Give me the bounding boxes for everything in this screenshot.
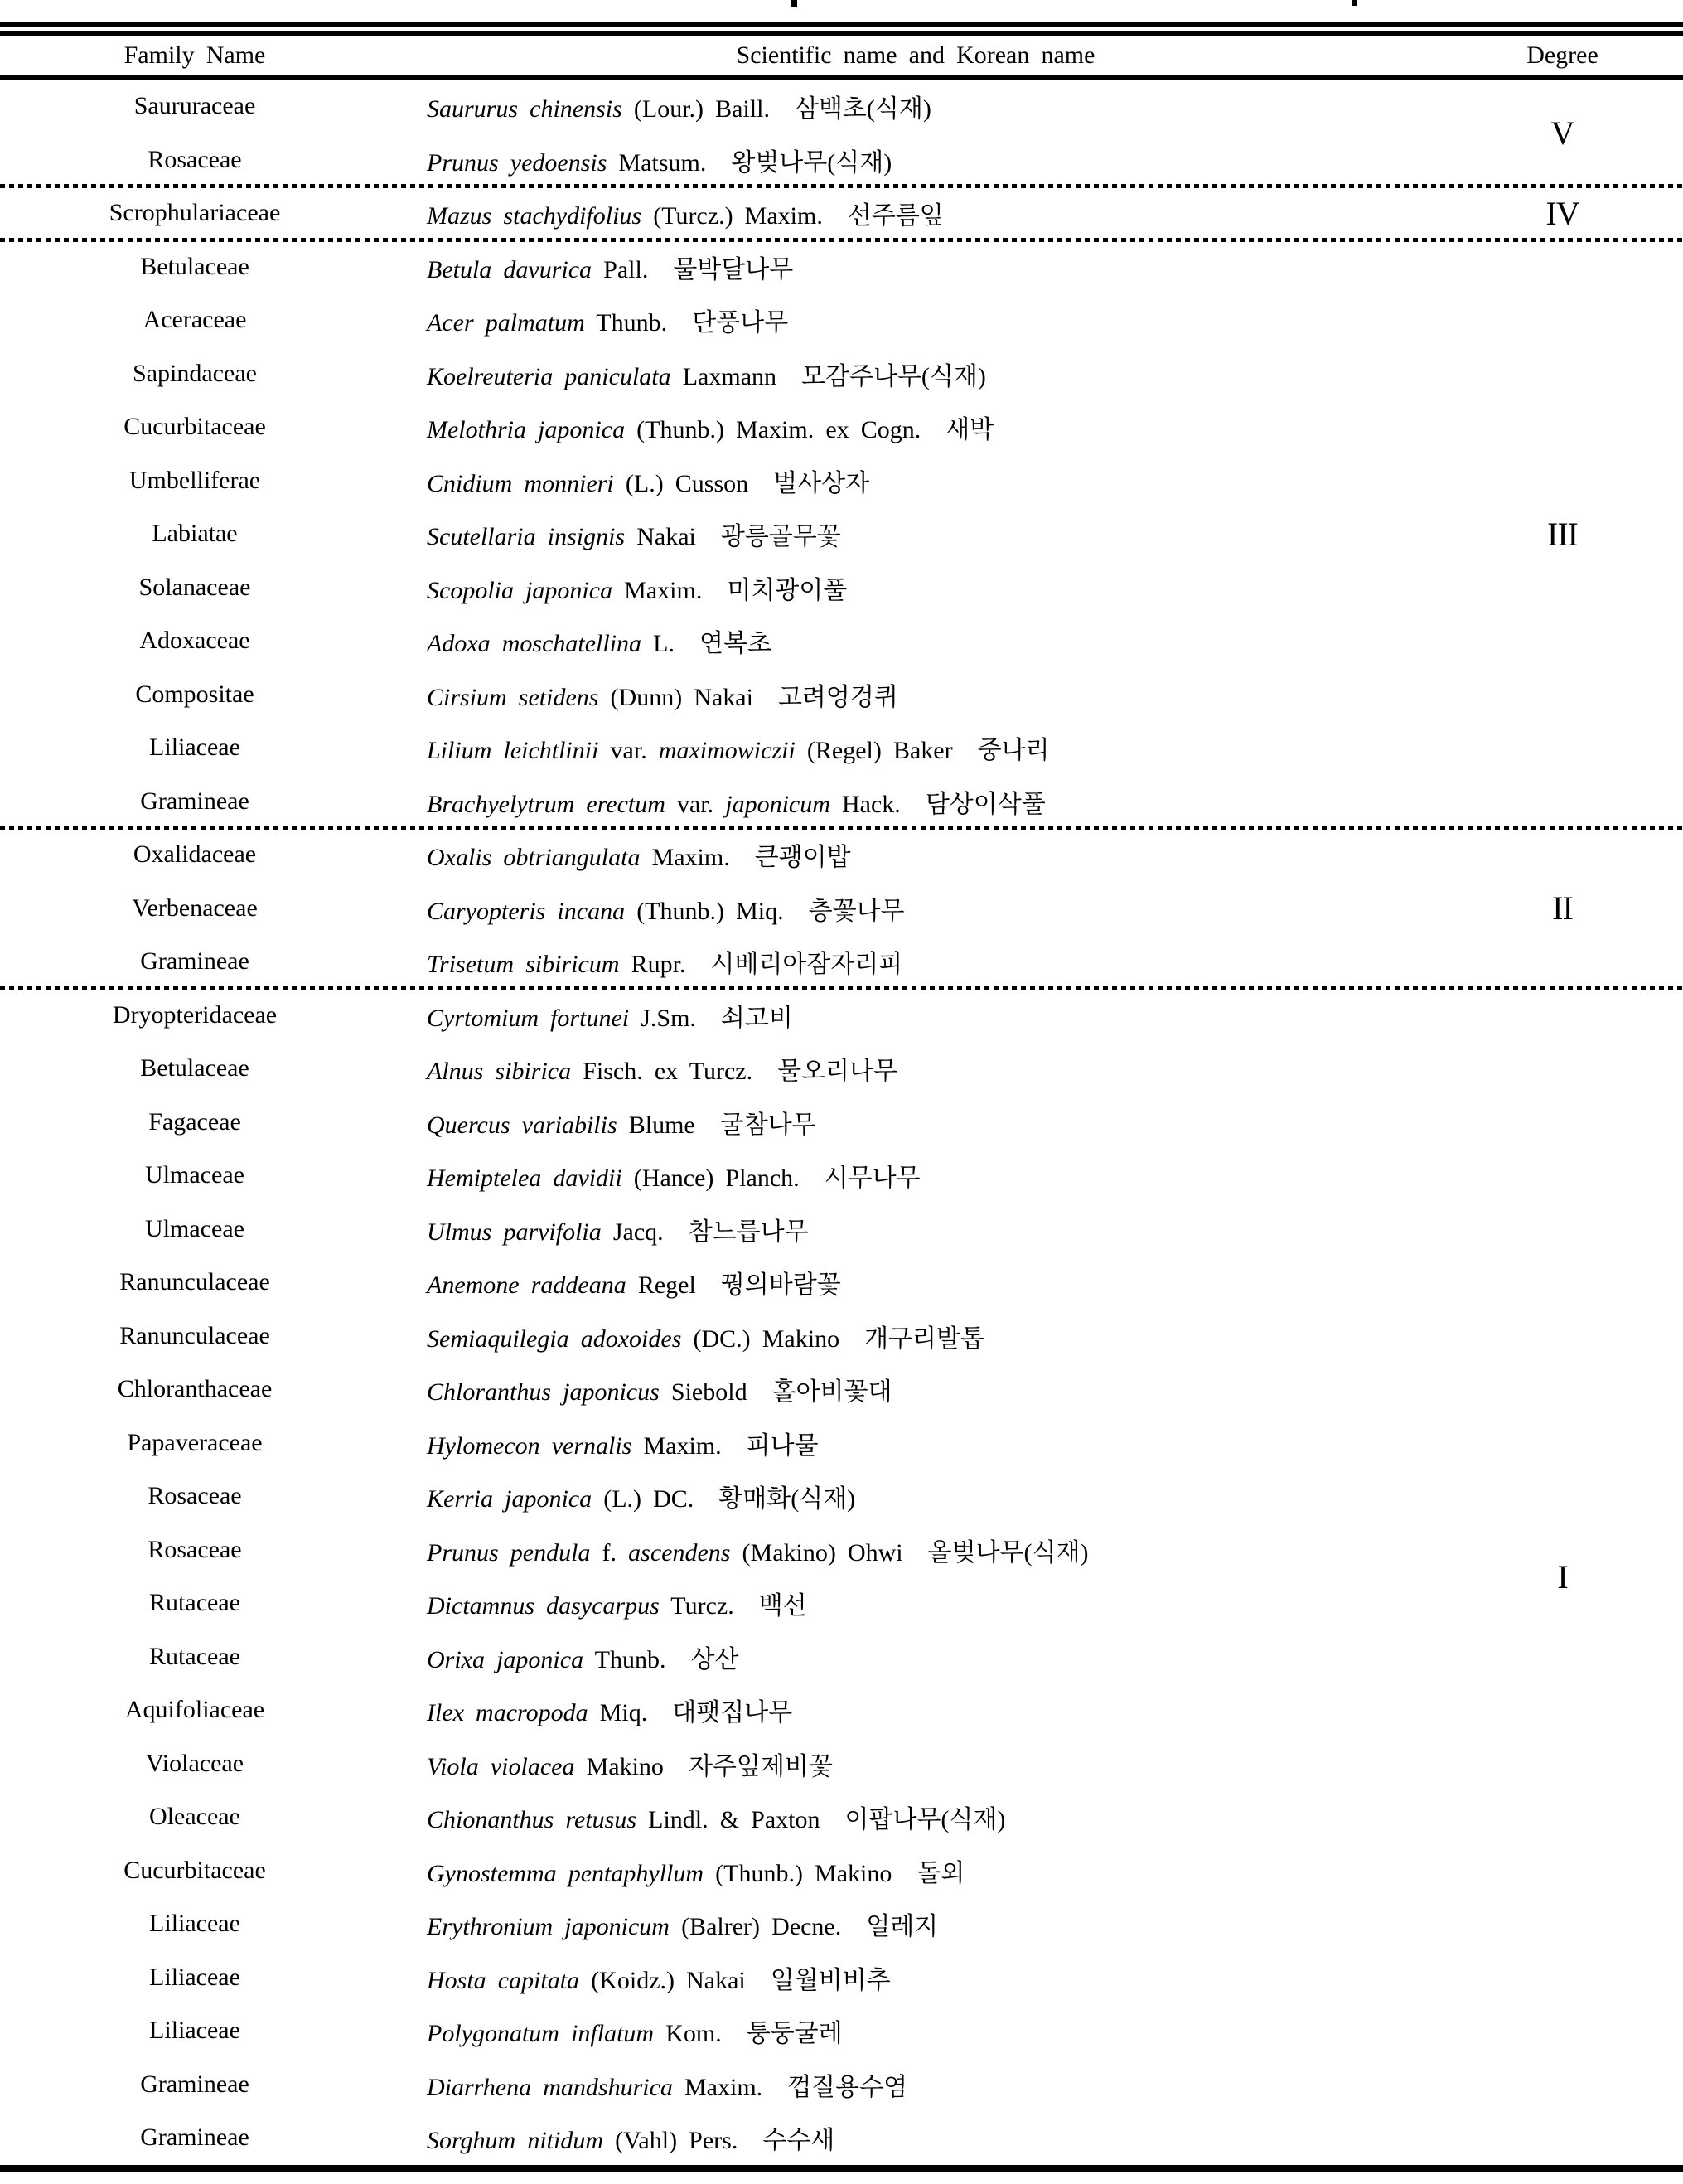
family-name-cell: Gramineae xyxy=(140,947,249,976)
scientific-name-italic: Scopolia japonica xyxy=(427,576,613,604)
author-citation: Miq. xyxy=(588,1699,648,1727)
author-citation: Hack. xyxy=(829,790,901,818)
table-row xyxy=(0,1042,1442,1096)
family-name-cell: Liliaceae xyxy=(149,734,240,762)
author-citation: J.Sm. xyxy=(629,1004,696,1032)
degree-group-rows xyxy=(0,186,1442,240)
scientific-name-cell xyxy=(389,890,1442,927)
scientific-name-cell xyxy=(389,1264,1442,1300)
table-row xyxy=(0,507,1442,561)
scientific-name-italic: Dictamnus dasycarpus xyxy=(427,1592,660,1620)
degree-value: II xyxy=(1552,889,1573,927)
table-bottom-rule xyxy=(0,2165,1683,2172)
table-row xyxy=(0,1790,1442,1844)
scientific-name-italic: ascendens xyxy=(628,1538,731,1567)
scientific-name-italic: Sorghum nitidum xyxy=(427,2127,603,2155)
caption-descender-fragment xyxy=(1352,0,1357,6)
author-citation: var. xyxy=(665,790,726,818)
family-name-cell: Papaveraceae xyxy=(127,1428,263,1456)
table-row xyxy=(0,1576,1442,1630)
author-citation: var. xyxy=(598,737,659,765)
family-name-cell: Rutaceae xyxy=(149,1589,240,1617)
family-name-cell: Ulmaceae xyxy=(145,1214,244,1242)
table-row xyxy=(0,2004,1442,2058)
table-row xyxy=(0,1363,1442,1416)
family-name-cell: Scrophulariaceae xyxy=(109,199,281,227)
header-degree: Degree xyxy=(1526,41,1598,69)
scientific-name-cell xyxy=(389,195,1442,231)
scientific-name-italic: Mazus stachydifolius xyxy=(427,202,642,230)
table-row xyxy=(0,1096,1442,1150)
family-name-cell: Betulaceae xyxy=(140,252,249,280)
header-family-name: Family Name xyxy=(123,41,266,69)
degree-group-rows xyxy=(0,80,1442,186)
korean-name: 개구리발톱 xyxy=(864,1324,984,1353)
table-row xyxy=(0,882,1442,936)
table-row xyxy=(0,1951,1442,2005)
table-row xyxy=(0,721,1442,775)
scientific-name-italic: Hylomecon vernalis xyxy=(427,1431,632,1460)
author-citation: Jacq. xyxy=(601,1218,664,1246)
degree-cell xyxy=(1442,989,1683,2165)
header-scientific-name: Scientific name and Korean name xyxy=(736,41,1095,69)
family-name-cell: Gramineae xyxy=(140,2070,249,2098)
korean-name: 모감주나무(식재) xyxy=(801,362,986,390)
table-row xyxy=(0,1683,1442,1737)
scientific-name-cell xyxy=(389,783,1442,820)
scientific-name-cell xyxy=(389,1959,1442,1996)
korean-name: 중나리 xyxy=(977,737,1050,765)
author-citation: (Vahl) Pers. xyxy=(603,2127,738,2155)
korean-name: 새박 xyxy=(945,416,994,444)
author-citation: (Balrer) Decne. xyxy=(669,1913,842,1941)
scientific-name-cell xyxy=(389,1639,1442,1675)
scientific-name-italic: Chionanthus retusus xyxy=(427,1806,637,1834)
scientific-name-italic: Melothria japonica xyxy=(427,416,626,444)
degree-cell xyxy=(1442,240,1683,829)
table-row xyxy=(0,1470,1442,1523)
korean-name: 시베리아잠자리피 xyxy=(710,951,903,979)
family-name-cell: Verbenaceae xyxy=(132,893,258,922)
scientific-name-italic: Koelreuteria paniculata xyxy=(427,362,671,390)
author-citation: Maxim. xyxy=(612,576,703,604)
degree-group xyxy=(0,80,1683,186)
korean-name: 시무나무 xyxy=(824,1165,921,1193)
scientific-name-italic: Lilium leichtlinii xyxy=(427,737,599,765)
degree-group xyxy=(0,186,1683,240)
korean-name: 삼백초(식재) xyxy=(794,95,931,123)
family-name-cell: Rosaceae xyxy=(148,145,242,173)
table-row xyxy=(0,1737,1442,1791)
degree-group xyxy=(0,828,1683,989)
family-name-cell: Gramineae xyxy=(140,787,249,815)
family-name-cell: Violaceae xyxy=(145,1749,244,1777)
family-name-cell: Ulmaceae xyxy=(145,1161,244,1189)
family-name-cell: Liliaceae xyxy=(149,1963,240,1991)
korean-name: 참느릅나무 xyxy=(688,1218,809,1246)
family-name-cell: Rosaceae xyxy=(148,1482,242,1510)
scientific-name-cell xyxy=(389,676,1442,713)
author-citation: Thunb. xyxy=(584,309,668,337)
scientific-name-italic: Orixa japonica xyxy=(427,1645,584,1673)
scientific-name-cell xyxy=(389,2119,1442,2156)
scientific-name-cell xyxy=(389,1799,1442,1835)
table-row xyxy=(0,1149,1442,1203)
author-citation: (L.) DC. xyxy=(592,1485,694,1513)
table-row xyxy=(0,1523,1442,1577)
scientific-name-cell xyxy=(389,1692,1442,1728)
table-row xyxy=(0,1897,1442,1951)
degree-value: III xyxy=(1547,515,1578,553)
family-name-cell: Chloranthaceae xyxy=(117,1375,273,1403)
author-citation: Maxim. xyxy=(672,2073,763,2101)
korean-name: 이팝나무(식재) xyxy=(844,1806,1006,1834)
korean-name: 일월비비추 xyxy=(770,1966,891,1994)
table-row xyxy=(0,2058,1442,2112)
family-name-cell: Labiatae xyxy=(152,520,238,548)
author-citation: Matsum. xyxy=(607,148,707,177)
author-citation: (Thunb.) Maxim. ex Cogn. xyxy=(625,416,921,444)
table-row xyxy=(0,1203,1442,1257)
scientific-name-italic: Erythronium japonicum xyxy=(427,1913,670,1941)
scientific-name-italic: Viola violacea xyxy=(427,1752,575,1780)
author-citation: Maxim. xyxy=(631,1431,722,1460)
korean-name: 퉁둥굴레 xyxy=(746,2020,843,2048)
korean-name: 담상이삭풀 xyxy=(925,790,1046,818)
scientific-name-italic: Saururus chinensis xyxy=(427,95,622,123)
author-citation: Thunb. xyxy=(583,1645,666,1673)
family-name-cell: Saururaceae xyxy=(133,92,256,120)
scientific-name-italic: Brachyelytrum erectum xyxy=(427,790,665,818)
family-name-cell: Ranunculaceae xyxy=(119,1268,270,1296)
scientific-name-italic: maximowiczii xyxy=(658,737,796,765)
degree-group-rows xyxy=(0,240,1442,829)
scientific-name-cell xyxy=(389,1478,1442,1514)
table-row xyxy=(0,186,1442,240)
scientific-name-cell xyxy=(389,1532,1442,1568)
table-row xyxy=(0,1310,1442,1363)
scientific-name-italic: Polygonatum inflatum xyxy=(427,2020,655,2048)
table-top-double-rule xyxy=(0,22,1683,36)
table-body xyxy=(0,80,1683,2165)
scientific-name-cell xyxy=(389,88,1442,124)
author-citation: (Koidz.) Nakai xyxy=(579,1966,746,1994)
korean-name: 대팻집나무 xyxy=(672,1699,793,1727)
family-name-cell: Solanaceae xyxy=(138,573,251,601)
family-name-cell: Dryopteridaceae xyxy=(112,1000,278,1029)
author-citation: (DC.) Makino xyxy=(681,1324,840,1353)
scientific-name-cell xyxy=(389,943,1442,980)
scientific-name-cell xyxy=(389,1852,1442,1889)
author-citation: (L.) Cusson xyxy=(613,469,749,497)
scientific-name-italic: Oxalis obtriangulata xyxy=(427,844,641,872)
table-row xyxy=(0,293,1442,347)
korean-name: 선주름잎 xyxy=(847,202,944,230)
degree-group xyxy=(0,240,1683,829)
scientific-name-italic: Betula davurica xyxy=(427,255,592,283)
family-name-cell: Rosaceae xyxy=(148,1535,242,1563)
korean-name: 연복초 xyxy=(699,630,771,658)
scientific-name-italic: Cyrtomium fortunei xyxy=(427,1004,630,1032)
author-citation: (Dunn) Nakai xyxy=(598,683,753,711)
author-citation: Fisch. ex Turcz. xyxy=(571,1058,753,1086)
scientific-name-cell xyxy=(389,409,1442,445)
degree-value: I xyxy=(1557,1557,1568,1596)
scientific-name-italic: Hemiptelea davidii xyxy=(427,1165,622,1193)
scientific-name-italic: Prunus pendula xyxy=(427,1538,591,1567)
table-row xyxy=(0,561,1442,615)
family-name-cell: Compositae xyxy=(135,680,254,708)
author-citation: (Lour.) Baill. xyxy=(621,95,770,123)
korean-name: 꿩의바람꽃 xyxy=(720,1271,841,1300)
scientific-name-cell xyxy=(389,997,1442,1034)
scientific-name-cell xyxy=(389,516,1442,552)
scientific-name-cell xyxy=(389,1318,1442,1354)
scientific-name-italic: Chloranthus japonicus xyxy=(427,1378,660,1407)
scientific-name-italic: Cnidium monnieri xyxy=(427,469,614,497)
author-citation: Blume xyxy=(617,1111,695,1139)
author-citation: (Makino) Ohwi xyxy=(730,1538,903,1567)
degree-cell xyxy=(1442,828,1683,989)
scientific-name-cell xyxy=(389,569,1442,606)
scientific-name-cell xyxy=(389,302,1442,338)
scientific-name-italic: Diarrhena mandshurica xyxy=(427,2073,673,2101)
scientific-name-italic: Adoxa moschatellina xyxy=(427,630,642,658)
author-citation: L. xyxy=(641,630,675,658)
korean-name: 벌사상자 xyxy=(773,469,870,497)
scientific-name-italic: Ulmus parvifolia xyxy=(427,1218,602,1246)
scientific-name-italic: Semiaquilegia adoxoides xyxy=(427,1324,682,1353)
korean-name: 수수새 xyxy=(762,2127,835,2155)
korean-name: 상산 xyxy=(690,1645,739,1673)
family-name-cell: Gramineae xyxy=(140,2123,249,2152)
author-citation: Regel xyxy=(626,1271,696,1300)
caption-descender-fragment xyxy=(791,0,797,7)
scientific-name-italic: Trisetum sibiricum xyxy=(427,951,620,979)
scientific-name-italic: Kerria japonica xyxy=(427,1485,592,1513)
table-row xyxy=(0,668,1442,722)
family-name-cell: Aquifoliaceae xyxy=(124,1696,265,1724)
table-row xyxy=(0,828,1442,882)
family-name-cell: Aceraceae xyxy=(143,306,247,334)
scientific-name-cell xyxy=(389,1211,1442,1247)
table-row xyxy=(0,2111,1442,2165)
table-row xyxy=(0,935,1442,989)
korean-name: 자주잎제비꽃 xyxy=(688,1752,833,1780)
author-citation: Turcz. xyxy=(659,1592,734,1620)
korean-name: 층꽃나무 xyxy=(808,897,905,925)
korean-name: 얼레지 xyxy=(866,1913,939,1941)
degree-group-rows xyxy=(0,828,1442,989)
family-name-cell: Ranunculaceae xyxy=(119,1321,270,1349)
degree-value: IV xyxy=(1545,194,1579,232)
author-citation: Makino xyxy=(574,1752,664,1780)
family-name-cell: Liliaceae xyxy=(149,2017,240,2045)
korean-name: 피나물 xyxy=(746,1431,819,1460)
family-name-cell: Rutaceae xyxy=(149,1642,240,1670)
author-citation: Lindl. & Paxton xyxy=(636,1806,820,1834)
korean-name: 돌외 xyxy=(916,1859,965,1887)
scientific-name-italic: Gynostemma pentaphyllum xyxy=(427,1859,704,1887)
scientific-name-cell xyxy=(389,1425,1442,1461)
korean-name: 큰괭이밥 xyxy=(754,844,851,872)
scientific-name-cell xyxy=(389,1746,1442,1782)
author-citation: (Hance) Planch. xyxy=(621,1165,800,1193)
scientific-name-cell xyxy=(389,1104,1442,1140)
scientific-name-italic: Cirsium setidens xyxy=(427,683,599,711)
scientific-name-italic: Hosta capitata xyxy=(427,1966,580,1994)
table-row xyxy=(0,1256,1442,1310)
scientific-name-cell xyxy=(389,2066,1442,2103)
table-row xyxy=(0,454,1442,508)
family-name-cell: Betulaceae xyxy=(140,1054,249,1082)
table-row xyxy=(0,1630,1442,1684)
scientific-name-cell xyxy=(389,249,1442,285)
author-citation: (Thunb.) Miq. xyxy=(625,897,784,925)
korean-name: 껍질용수염 xyxy=(787,2073,908,2101)
scientific-name-cell xyxy=(389,1157,1442,1194)
family-name-cell: Fagaceae xyxy=(148,1107,241,1136)
family-name-cell: Oleaceae xyxy=(149,1803,240,1831)
scientific-name-cell xyxy=(389,356,1442,392)
table-row xyxy=(0,775,1442,829)
degree-cell xyxy=(1442,186,1683,240)
korean-name: 굴참나무 xyxy=(719,1111,816,1139)
scientific-name-cell xyxy=(389,2012,1442,2049)
author-citation: Pall. xyxy=(592,255,649,283)
author-citation: Nakai xyxy=(625,523,696,551)
degree-group xyxy=(0,989,1683,2165)
korean-name: 황매화(식재) xyxy=(718,1485,856,1513)
author-citation: f. xyxy=(590,1538,629,1567)
family-name-cell: Umbelliferae xyxy=(128,466,261,494)
family-name-cell: Cucurbitaceae xyxy=(123,413,266,441)
korean-name: 왕벚나무(식재) xyxy=(731,148,892,177)
table-row xyxy=(0,400,1442,454)
scientific-name-cell xyxy=(389,1906,1442,1942)
scientific-name-cell xyxy=(389,462,1442,499)
scientific-name-cell xyxy=(389,1050,1442,1087)
korean-name: 백선 xyxy=(758,1592,807,1620)
family-name-cell: Cucurbitaceae xyxy=(123,1856,266,1884)
scientific-name-cell xyxy=(389,729,1442,766)
author-citation: Laxmann xyxy=(670,362,777,390)
degree-cell xyxy=(1442,80,1683,186)
author-citation: Rupr. xyxy=(619,951,686,979)
korean-name: 올벚나무(식재) xyxy=(927,1538,1089,1567)
family-name-cell: Adoxaceae xyxy=(139,627,250,655)
korean-name: 쇠고비 xyxy=(720,1004,793,1032)
scientific-name-italic: Prunus yedoensis xyxy=(427,148,607,177)
scientific-name-italic: Acer palmatum xyxy=(427,309,585,337)
scientific-name-italic: Anemone raddeana xyxy=(427,1271,626,1300)
family-name-cell: Sapindaceae xyxy=(133,359,257,387)
table-row xyxy=(0,1416,1442,1470)
scientific-name-cell xyxy=(389,836,1442,873)
table-row xyxy=(0,989,1442,1043)
author-citation: Kom. xyxy=(654,2020,722,2048)
author-citation: (Regel) Baker xyxy=(795,737,953,765)
korean-name: 물오리나무 xyxy=(777,1058,897,1086)
family-name-cell: Liliaceae xyxy=(149,1910,240,1938)
family-name-cell: Oxalidaceae xyxy=(133,840,257,869)
scientific-name-italic: Scutellaria insignis xyxy=(427,523,626,551)
scientific-name-italic: japonicum xyxy=(725,790,830,818)
author-citation: (Turcz.) Maxim. xyxy=(641,202,823,230)
scientific-name-cell xyxy=(389,622,1442,659)
scientific-name-cell xyxy=(389,1371,1442,1407)
degree-value: V xyxy=(1550,114,1574,152)
table-row xyxy=(0,614,1442,668)
author-citation: (Thunb.) Makino xyxy=(704,1859,892,1887)
table-header-row xyxy=(0,36,1683,75)
scientific-name-cell xyxy=(389,1585,1442,1621)
scientific-name-italic: Alnus sibirica xyxy=(427,1058,572,1086)
korean-name: 단풍나무 xyxy=(692,309,789,337)
korean-name: 미치광이풀 xyxy=(727,576,848,604)
scientific-name-italic: Caryopteris incana xyxy=(427,897,626,925)
korean-name: 홀아비꽃대 xyxy=(771,1378,892,1407)
scientific-name-italic: Quercus variabilis xyxy=(427,1111,617,1139)
author-citation: Siebold xyxy=(659,1378,747,1407)
author-citation: Maxim. xyxy=(640,844,730,872)
degree-group-rows xyxy=(0,989,1442,2165)
table-row xyxy=(0,1844,1442,1898)
table-row xyxy=(0,133,1442,187)
korean-name: 고려엉겅퀴 xyxy=(777,683,898,711)
korean-name: 물박달나무 xyxy=(673,255,794,283)
table-row xyxy=(0,80,1442,133)
table-row xyxy=(0,347,1442,401)
table-row xyxy=(0,240,1442,294)
scientific-name-italic: Ilex macropoda xyxy=(427,1699,588,1727)
korean-name: 광릉골무꽃 xyxy=(720,523,841,551)
scientific-name-cell xyxy=(389,142,1442,178)
